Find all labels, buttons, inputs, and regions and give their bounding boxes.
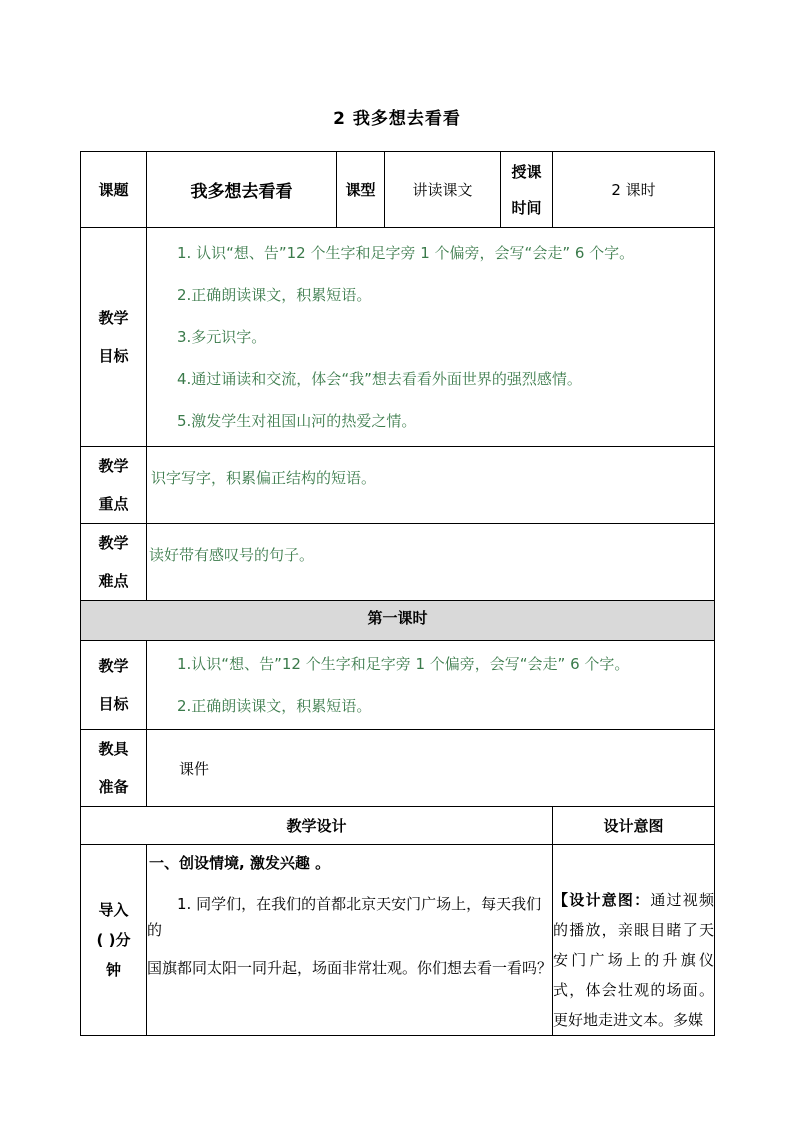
teaching-tools-value: 课件 <box>147 730 715 807</box>
time-value: 2 课时 <box>553 152 715 228</box>
key-points-label-line1: 教学 <box>98 457 129 475</box>
first-lesson-objectives-label-line1: 教学 <box>98 657 129 675</box>
intent-col-header: 设计意图 <box>553 807 715 845</box>
objective-item: 3.多元识字。 <box>177 328 267 346</box>
design-content-row <box>81 845 715 1036</box>
first-lesson-objectives-content <box>147 641 715 730</box>
key-points-label-line2: 重点 <box>98 495 129 513</box>
teaching-tools-label <box>81 730 147 807</box>
document-title: 2 我多想去看看 <box>333 109 461 129</box>
stage-label-line1: 导入 <box>98 901 129 919</box>
objective-item: 1.认识“想、告”12 个生字和足字旁 1 个偏旁，会写“会走” 6 个字。 <box>177 655 630 673</box>
objective-item: 5.激发学生对祖国山河的热爱之情。 <box>177 412 417 430</box>
header-row <box>81 152 715 228</box>
teaching-tools-row <box>81 730 715 807</box>
topic-label: 课题 <box>81 152 147 228</box>
design-main-content <box>147 845 553 1036</box>
difficulties-label <box>81 524 147 601</box>
objectives-label <box>81 228 147 447</box>
first-lesson-objectives-list <box>147 641 714 729</box>
difficulties-row <box>81 524 715 601</box>
time-label-line1: 授课 <box>511 162 542 181</box>
objectives-label-line1: 教学 <box>98 309 129 327</box>
section-title: 一、创设情境, 激发兴趣 。 <box>149 854 331 872</box>
objective-item: 2.正确朗读课文，积累短语。 <box>177 697 372 715</box>
first-lesson-heading-row <box>81 601 715 641</box>
key-points-text: 识字写字，积累偏正结构的短语。 <box>147 447 715 524</box>
design-intent <box>553 845 715 1036</box>
topic-value: 我多想去看看 <box>147 152 337 228</box>
objectives-content <box>147 228 715 447</box>
objective-item: 2.正确朗读课文，积累短语。 <box>177 286 372 304</box>
objectives-list <box>147 228 714 446</box>
stage-label <box>81 845 147 1036</box>
first-lesson-heading: 第一课时 <box>81 601 715 641</box>
time-label <box>501 152 553 228</box>
key-points-row <box>81 447 715 524</box>
design-col-header: 教学设计 <box>81 807 553 845</box>
time-label-line2: 时间 <box>511 198 542 217</box>
design-header-row <box>81 807 715 845</box>
objectives-label-line2: 目标 <box>98 347 129 365</box>
type-value: 讲读课文 <box>385 152 501 228</box>
key-points-label <box>81 447 147 524</box>
objective-item: 1. 认识“想、告”12 个生字和足字旁 1 个偏旁，会写“会走” 6 个字。 <box>177 244 635 262</box>
difficulties-label-line2: 难点 <box>98 572 129 590</box>
teaching-tools-label-line1: 教具 <box>98 740 129 758</box>
design-paragraph: 国旗都同太阳一同升起，场面非常壮观。你们想去看一看吗？ <box>147 959 553 977</box>
stage-label-line2: ( )分 <box>96 931 131 949</box>
first-lesson-objectives-row <box>81 641 715 730</box>
teaching-tools-label-line2: 准备 <box>98 778 129 796</box>
lesson-plan-table <box>80 151 715 1036</box>
design-paragraph: 1. 同学们，在我们的首都北京天安门广场上，每天我们的 <box>147 895 542 939</box>
intent-body: 通过视频的播放，亲眼目睹了天安门广场上的升旗仪式，体会壮观的场面。更好地走进文本。多媒 <box>553 891 714 1029</box>
type-label: 课型 <box>337 152 385 228</box>
stage-label-line3: 钟 <box>105 961 121 979</box>
first-lesson-objectives-label-line2: 目标 <box>98 695 129 713</box>
difficulties-label-line1: 教学 <box>98 534 129 552</box>
objectives-row <box>81 228 715 447</box>
difficulties-text: 读好带有感叹号的句子。 <box>147 524 715 601</box>
first-lesson-objectives-label <box>81 641 147 730</box>
intent-heading: 【设计意图： <box>553 891 651 909</box>
objective-item: 4.通过诵读和交流，体会“我”想去看看外面世界的强烈感情。 <box>177 370 582 388</box>
